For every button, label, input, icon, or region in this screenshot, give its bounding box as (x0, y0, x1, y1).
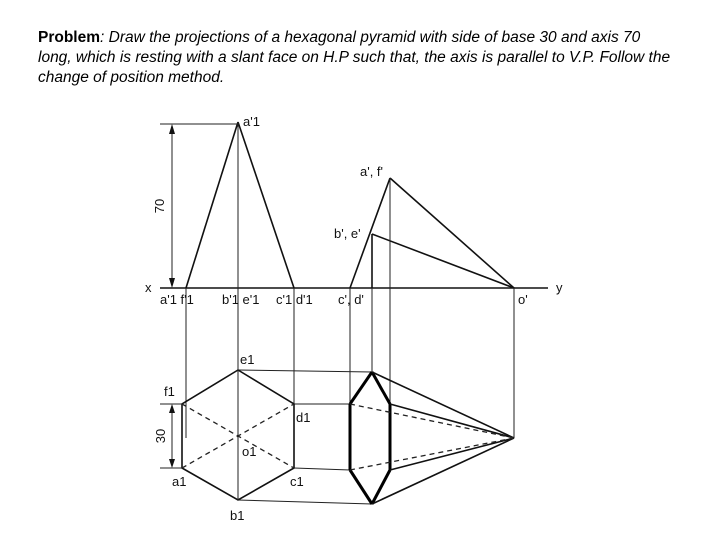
base-dimension (153, 404, 182, 468)
label-tilted-cd: c', d' (338, 292, 364, 307)
front-view-initial (186, 122, 294, 288)
axis-dimension (152, 124, 238, 288)
label-apex-front: a'1 (243, 114, 260, 129)
label-base-right: c'1 d'1 (276, 292, 313, 307)
problem-text: : Draw the projections of a hexagonal pyramid with side of base 30 and axis 70 long, which is resting with a slant face on H.P such that, the axis is parallel to V.P. Follow the change of position method. (38, 29, 671, 86)
label-tilted-o: o' (518, 292, 528, 307)
front-view-tilted (350, 178, 514, 288)
label-tilted-be: b', e' (334, 226, 361, 241)
label-base-left: a'1 f'1 (160, 292, 194, 307)
label-y: y (556, 280, 563, 295)
top-view-tilted (350, 372, 514, 504)
label-base-mid: b'1 e'1 (222, 292, 260, 307)
dim-30-label: 30 (153, 428, 168, 444)
label-top-b: b1 (230, 508, 245, 523)
label-top-e: e1 (240, 352, 255, 367)
dim-70-label: 70 (152, 198, 167, 214)
label-x: x (145, 280, 152, 295)
label-top-a: a1 (172, 474, 187, 489)
label-top-o: o1 (242, 444, 257, 459)
label-top-d: d1 (296, 410, 311, 425)
label-apex-tilted: a', f' (360, 164, 384, 179)
label-top-f: f1 (164, 384, 175, 399)
problem-label: Problem (38, 29, 101, 46)
label-top-c: c1 (290, 474, 304, 489)
top-view-hexagon (182, 370, 294, 500)
